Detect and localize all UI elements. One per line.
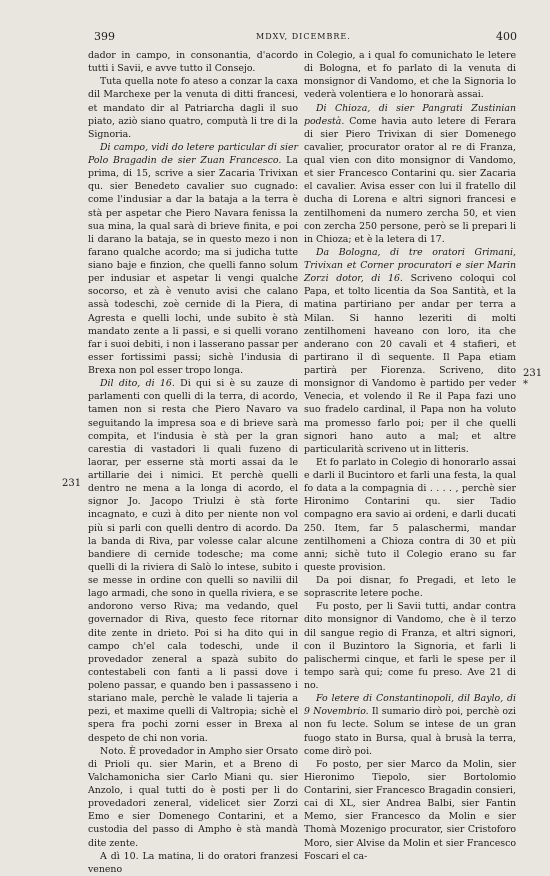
paragraph-heading: Da Bologna, di tre oratori Grimani, Trivixan et Corner procuratori e sier Marin Zorzi dotor, di 16.: [304, 246, 516, 285]
paragraph-heading: Fo letere di Constantinopoli, dil Baylo, di 9 Novembrio.: [304, 693, 516, 718]
right-column: [304, 49, 516, 863]
paragraph: [304, 692, 516, 758]
page-number-right: 400: [496, 30, 517, 43]
paragraph: dador in campo, in consonantia, d'acordo tutti i Savii, e avve tutto il Consejo.: [88, 50, 298, 75]
paragraph: Da poi disnar, fo Pregadi, et leto le soprascrite letere poche.: [304, 575, 516, 600]
paragraph-heading: Di Chioza, di sier Pangrati Zustinian podestà.: [304, 102, 516, 127]
paragraph-body: Di qui si è su zauze di parlamenti con quelli di la terra, di acordo, tamen non si resta che Piero Navaro va seguitando la impresa soa e di brieve sarà compita, et l'indusia è stà per la gran carestia di vastadori li quali fuzeno di laorar, per esserne stà morti assai da le artillarie dei i nimici. Et perchè quelli dentro ne mena a la longa di acordo, el signor Jo. Jacopo Triulzi è stà forte incagnato, e cuzì à dito per niente non vol più si parli con quelli dentro di acordo. Da la banda di Riva, par volesse calar alcune bandiere di cernide todesche; ma come quelli di la riviera di Salò lo intese, subito i se messe in ordine con quelli so navilii dil lago armadi, che sono in quella riviera, e se andorono verso Riva; ma vedando, quel governador di Riva, questo fece ritornar dite zente in drieto. Poi si ha dito qui in campo ch'el cala todeschi, unde il provedador zeneral a spazà subito do contestabeli con fanti a li passi dove i poleno passar, e quando ben i passasseno i stariano male, perchè le valade li tajeria a pezi, et maxime quelli di Valtropia; sichè el spera fra pochi zorni esser in Brexa al despeto de chi non voria.: [88, 378, 298, 744]
paragraph: [304, 102, 516, 246]
paragraph: Fu posto, per li Savii tutti, andar contra dito monsignor di Vandomo, che è il terzo dil sangue regio di Franza, et altri signori, con il Buzintoro la Signoria, et farli li palischermi cinque, et farli le spese per il tempo sarà qui; come fu preso. Ave 21 di no.: [304, 601, 516, 691]
paragraph: [88, 377, 298, 745]
paragraph-body: Scriveno coloqui col Papa, et tolto licentia da Soa Santità, et la matina partiriano per andar per terra a Milan. Si hanno lezeriti di molti zentilhomeni haveano con loro, ita che anderano con 20 cavali et 4 stafieri, et partirano il dì sequente. Il Papa etiam partirà per Fiorenza. Scriveno, dito monsignor di Vandomo è partido per veder Venecia, et volendo il Re il Papa fazi uno suo fradelo cardinal, il Papa non ha voluto ma promesso farlo poi; per il che quelli signori hano auto a mal; et altre particularità scriveno ut in litteris.: [304, 273, 516, 455]
paragraph: A dì 10. La matina, li do oratori franzesi veneno: [88, 850, 298, 875]
left-column: [88, 49, 298, 876]
paragraph: Noto. È provedador in Ampho sier Orsato di Prioli qu. sier Marin, et a Breno di Valchamonicha sier Carlo Miani qu. sier Anzolo, i qual tutti do è posti per li do provedadori zeneral, videlicet sier Zorzi Emo e sier Domenego Contarini, et a custodia del passo di Ampho è stà mandà dite zente.: [88, 745, 298, 849]
paragraph-body: Come havia auto letere di Ferara di sier Piero Trivixan di sier Domenego cavalier, procurator orator al re di Franza, qual vien con dito monsignor di Vandomo, et sier Francesco Contarini qu. sier Zacaria el cavalier. Avisa esser con lui il fratello dil ducha di Lorena e altri signori francesi e zentilhomeni da numero zercha 50, et vien con zercha 250 persone, però se li prepari li in Chioza; et è la letera di 17.: [304, 115, 517, 245]
margin-number-right: 231 *: [523, 368, 543, 390]
paragraph: Tuta quella note fo ateso a conzar la caxa dil Marchexe per la venuta di ditti francesi, et mandato dir al Patriarcha dagli il suo piato, aziò siano quatro, computà li tre di la Signoria.: [88, 76, 298, 140]
margin-number-left: 231: [62, 478, 82, 489]
paragraph: Fo posto, per sier Marco da Molin, sier Hieronimo Tiepolo, sier Bortolomio Contarini, sier Francesco Bragadin consieri, cai di XL, sier Andrea Balbi, sier Fantin Memo, sier Francesco da Molin e sier Thomà Mozenigo procurator, sier Cristoforo Moro, sier Alvise da Molin et sier Francesco Foscari el ca-: [304, 758, 516, 862]
paragraph: [304, 246, 516, 456]
paragraph-heading: Di campo, vidi do letere particular di sier Polo Bragadin de sier Zuan Francesco.: [88, 141, 298, 166]
page-header: [0, 30, 550, 46]
page-number-left: 399: [94, 30, 115, 43]
running-head: MDXV, DICEMBRE.: [256, 32, 351, 41]
paragraph-body: Il sumario dirò poi, perchè ozi non fu lecte. Solum se intese de un gran fuogo stato in Bursa, qual à brusà la terra, come dirò poi.: [304, 706, 516, 757]
paragraph: [88, 141, 298, 377]
paragraph-heading: Dil dito, di 16.: [100, 378, 175, 390]
paragraph-body: La prima, di 15, scrive a sier Zacaria Trivixan qu. sier Benedeto cavalier suo cugnado: come l'indusiar a dar la bataja a la terra è stà per aspetar che Piero Navara fenissa la sua mina, la qual sarà di brieve finita, e poi li darano la bataja, se in questo mezo i non farano qualche acordo; ma si judicha tutte siano baje e finzion, che quelli fanno solum per indusiar et aspetar li vengi qualche socorso, et zà è venuto avisi che calano assà todeschi, zoè cernide di la Piera, di Agresta e quelli lochi, unde subito è stà mandato zente a li passi, e si quelli vorano far i suoi debiti, i non i lasserano passar per esser fortissimi passi; sichè l'indusia di Brexa non pol esser tropo longa.: [88, 155, 298, 376]
paragraph: in Colegio, a i qual fo comunichato le letere di Bologna, et fo parlato di la venuta di monsignor di Vandomo, et che la Signoria lo vederà volentiera e lo honorarà assai.: [304, 50, 516, 101]
paragraph: Et fo parlato in Colegio di honorarlo assai e darli il Bucintoro et farli una festa, la qual fo data a la compagnia di . . . . , perchè sier Hironimo Contarini qu. sier Tadio compagno era savio ai ordeni, e darli ducati 250. Item, far 5 palaschermi, mandar zentilhomeni a Chioza contra di 30 et più anni; sichè tuto il Colegio erano su far queste provision.: [304, 456, 516, 573]
